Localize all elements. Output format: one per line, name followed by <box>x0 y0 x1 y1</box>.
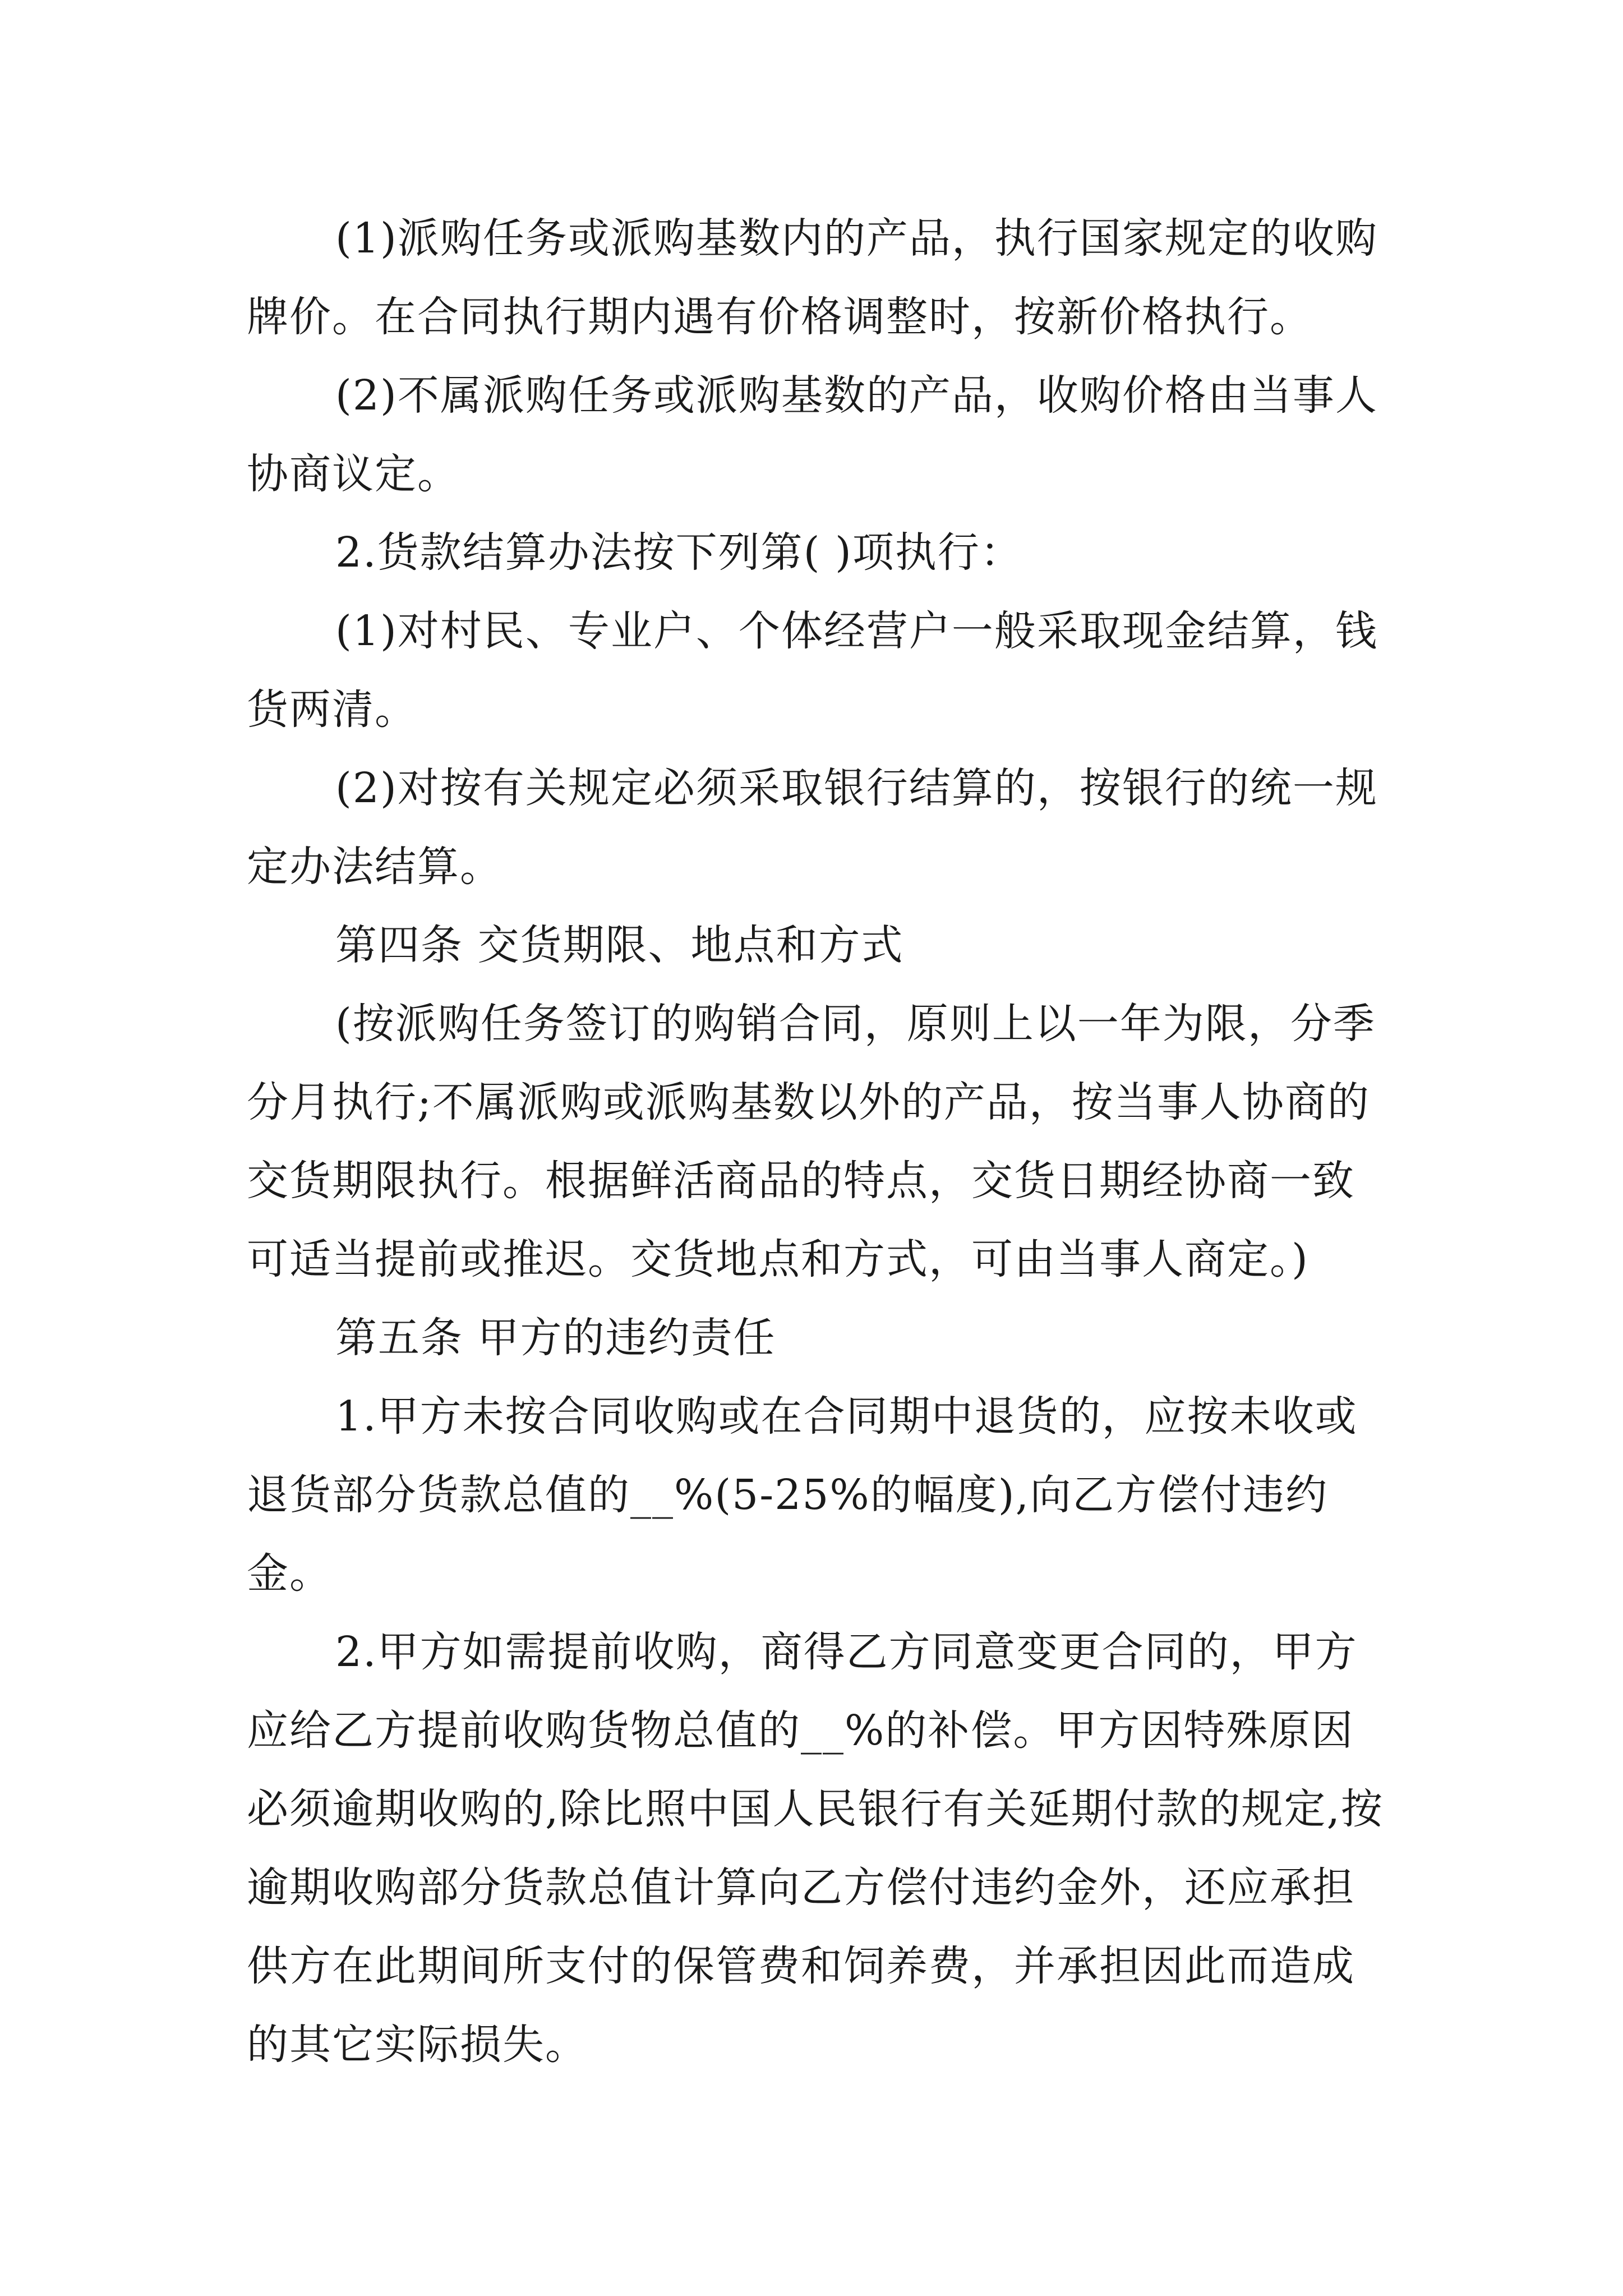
paragraph-cash-settlement: (1)对村民、专业户、个体经营户一般采取现金结算，钱货两清。 <box>247 607 1378 734</box>
paragraph-price-negotiated: (2)不属派购任务或派购基数的产品，收购价格由当事人协商议定。 <box>247 371 1378 498</box>
paragraph-settlement-method: 2.货款结算办法按下列第( )项执行： <box>335 528 1023 577</box>
article-5-heading: 第五条 甲方的违约责任 <box>335 1314 776 1362</box>
paragraph-breach-return: 1.甲方未按合同收购或在合同期中退货的，应按未收或退货部分货款总值的__%(5-25%的幅度),向乙方偿付违约金。 <box>247 1392 1358 1598</box>
paragraph-breach-early-late: 2.甲方如需提前收购，商得乙方同意变更合同的，甲方应给乙方提前收购货物总值的__%的补偿。甲方因特殊原因必须逾期收购的,除比照中国人民银行有关延期付款的规定,按逾期收购部分货款总值计算向乙方偿付违约金外，还应承担供方在此期间所支付的保管费和饲养费，并承担因此而造成的其它实际损失。 <box>247 1628 1384 2069</box>
article-4-heading: 第四条 交货期限、地点和方式 <box>335 921 904 969</box>
paragraph-price-assigned: (1)派购任务或派购基数内的产品，执行国家规定的收购牌价。在合同执行期内遇有价格调整时，按新价格执行。 <box>247 214 1378 341</box>
paragraph-delivery-terms: (按派购任务签订的购销合同，原则上以一年为限，分季分月执行;不属派购或派购基数以外的产品，按当事人协商的交货期限执行。根据鲜活商品的特点，交货日期经协商一致可适当提前或推迟。交货地点和方式，可由当事人商定。) <box>247 1000 1376 1283</box>
paragraph-bank-settlement: (2)对按有关规定必须采取银行结算的，按银行的统一规定办法结算。 <box>247 764 1378 891</box>
document-body <box>247 199 1391 2084</box>
